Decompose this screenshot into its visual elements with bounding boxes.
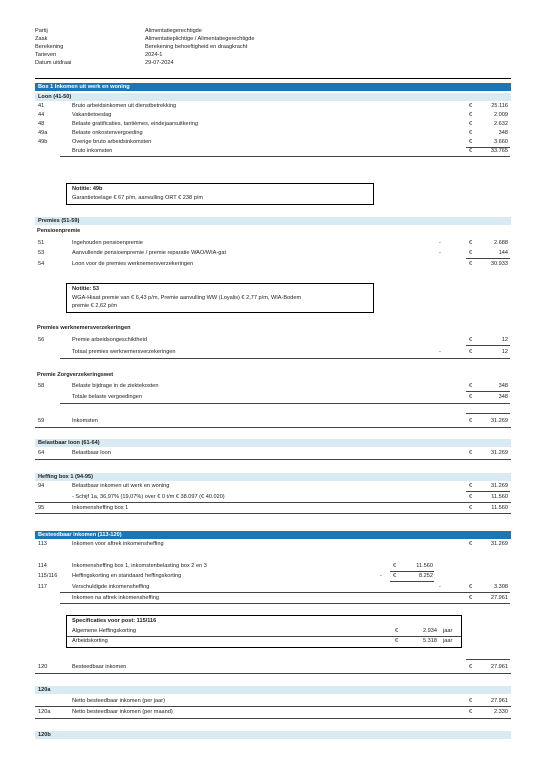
row-underline	[60, 592, 510, 593]
row-underline	[35, 427, 511, 428]
row-underline	[35, 502, 511, 503]
subtotal-line	[466, 659, 510, 660]
section-bar-besteedbaar: Besteedbaar inkomen (113-120)	[35, 531, 511, 539]
row-underline	[60, 403, 510, 404]
group-title: Pensioenpremie	[37, 228, 81, 234]
header-value: 2024-1	[145, 52, 163, 58]
subsection-premies: Premies (51-59)	[35, 217, 511, 225]
spec-box: Specificaties voor post: 115/116 Algemene Heffingskorting € 2.934 jaar Arbeidskorting € 5.318 jaar	[66, 615, 462, 648]
header-label: Partij	[35, 28, 48, 34]
note-box: Notitie: 49b Garantietoelage € 67 p/m, aanvulling ORT € 238 p/m	[66, 183, 374, 205]
subsection-120b: 120b	[35, 731, 511, 739]
row-underline	[60, 156, 510, 157]
section-bar-box1: Box 1 Inkomen uit werk en woning	[35, 83, 511, 91]
row-underline	[35, 459, 511, 460]
subtotal-line	[466, 413, 510, 414]
subtotal-line	[390, 571, 434, 572]
subtotal-line	[466, 491, 510, 492]
header-value: Alimentatiegerechtigde	[145, 28, 202, 34]
row-underline	[60, 603, 510, 604]
subsection-heffing: Heffing box 1 (94-95)	[35, 473, 511, 481]
row-underline	[60, 358, 510, 359]
subsection-belastbaar: Belastbaar loon (61-64)	[35, 439, 511, 447]
header-label: Berekening	[35, 44, 64, 50]
header-label: Datum uitdraai	[35, 60, 72, 66]
group-title: Premies werknemersverzekeringen	[37, 325, 131, 331]
subsection-loon: Loon (41-50)	[35, 93, 511, 101]
group-title: Premie Zorgverzekeringswet	[37, 372, 114, 378]
row-underline	[35, 673, 511, 674]
subtotal-line	[466, 391, 510, 392]
row-underline	[35, 513, 511, 514]
header-value: Berekening behoeftigheid en draagkracht	[145, 44, 248, 50]
header-label: Tarieven	[35, 52, 57, 58]
subsection-120a: 120a	[35, 686, 511, 694]
row-underline	[35, 718, 511, 719]
row-underline	[35, 706, 511, 707]
subtotal-line	[390, 581, 434, 582]
subtotal-line	[466, 345, 510, 346]
subtotal-line	[466, 258, 510, 259]
header-value: Alimentatieplichtige / Alimentatiegerechtigde	[145, 36, 255, 42]
header-label: Zaak	[35, 36, 48, 42]
header-divider	[35, 78, 511, 79]
note-box: Notitie: 53 WGA-Hiaat premie van € 6,43 p/m, Premie aanvulling WW (Loyalis) € 2,77 p/m, WIA-Bodem premie € 2,62 p/m	[66, 283, 374, 313]
header-value: 29-07-2024	[145, 60, 174, 66]
